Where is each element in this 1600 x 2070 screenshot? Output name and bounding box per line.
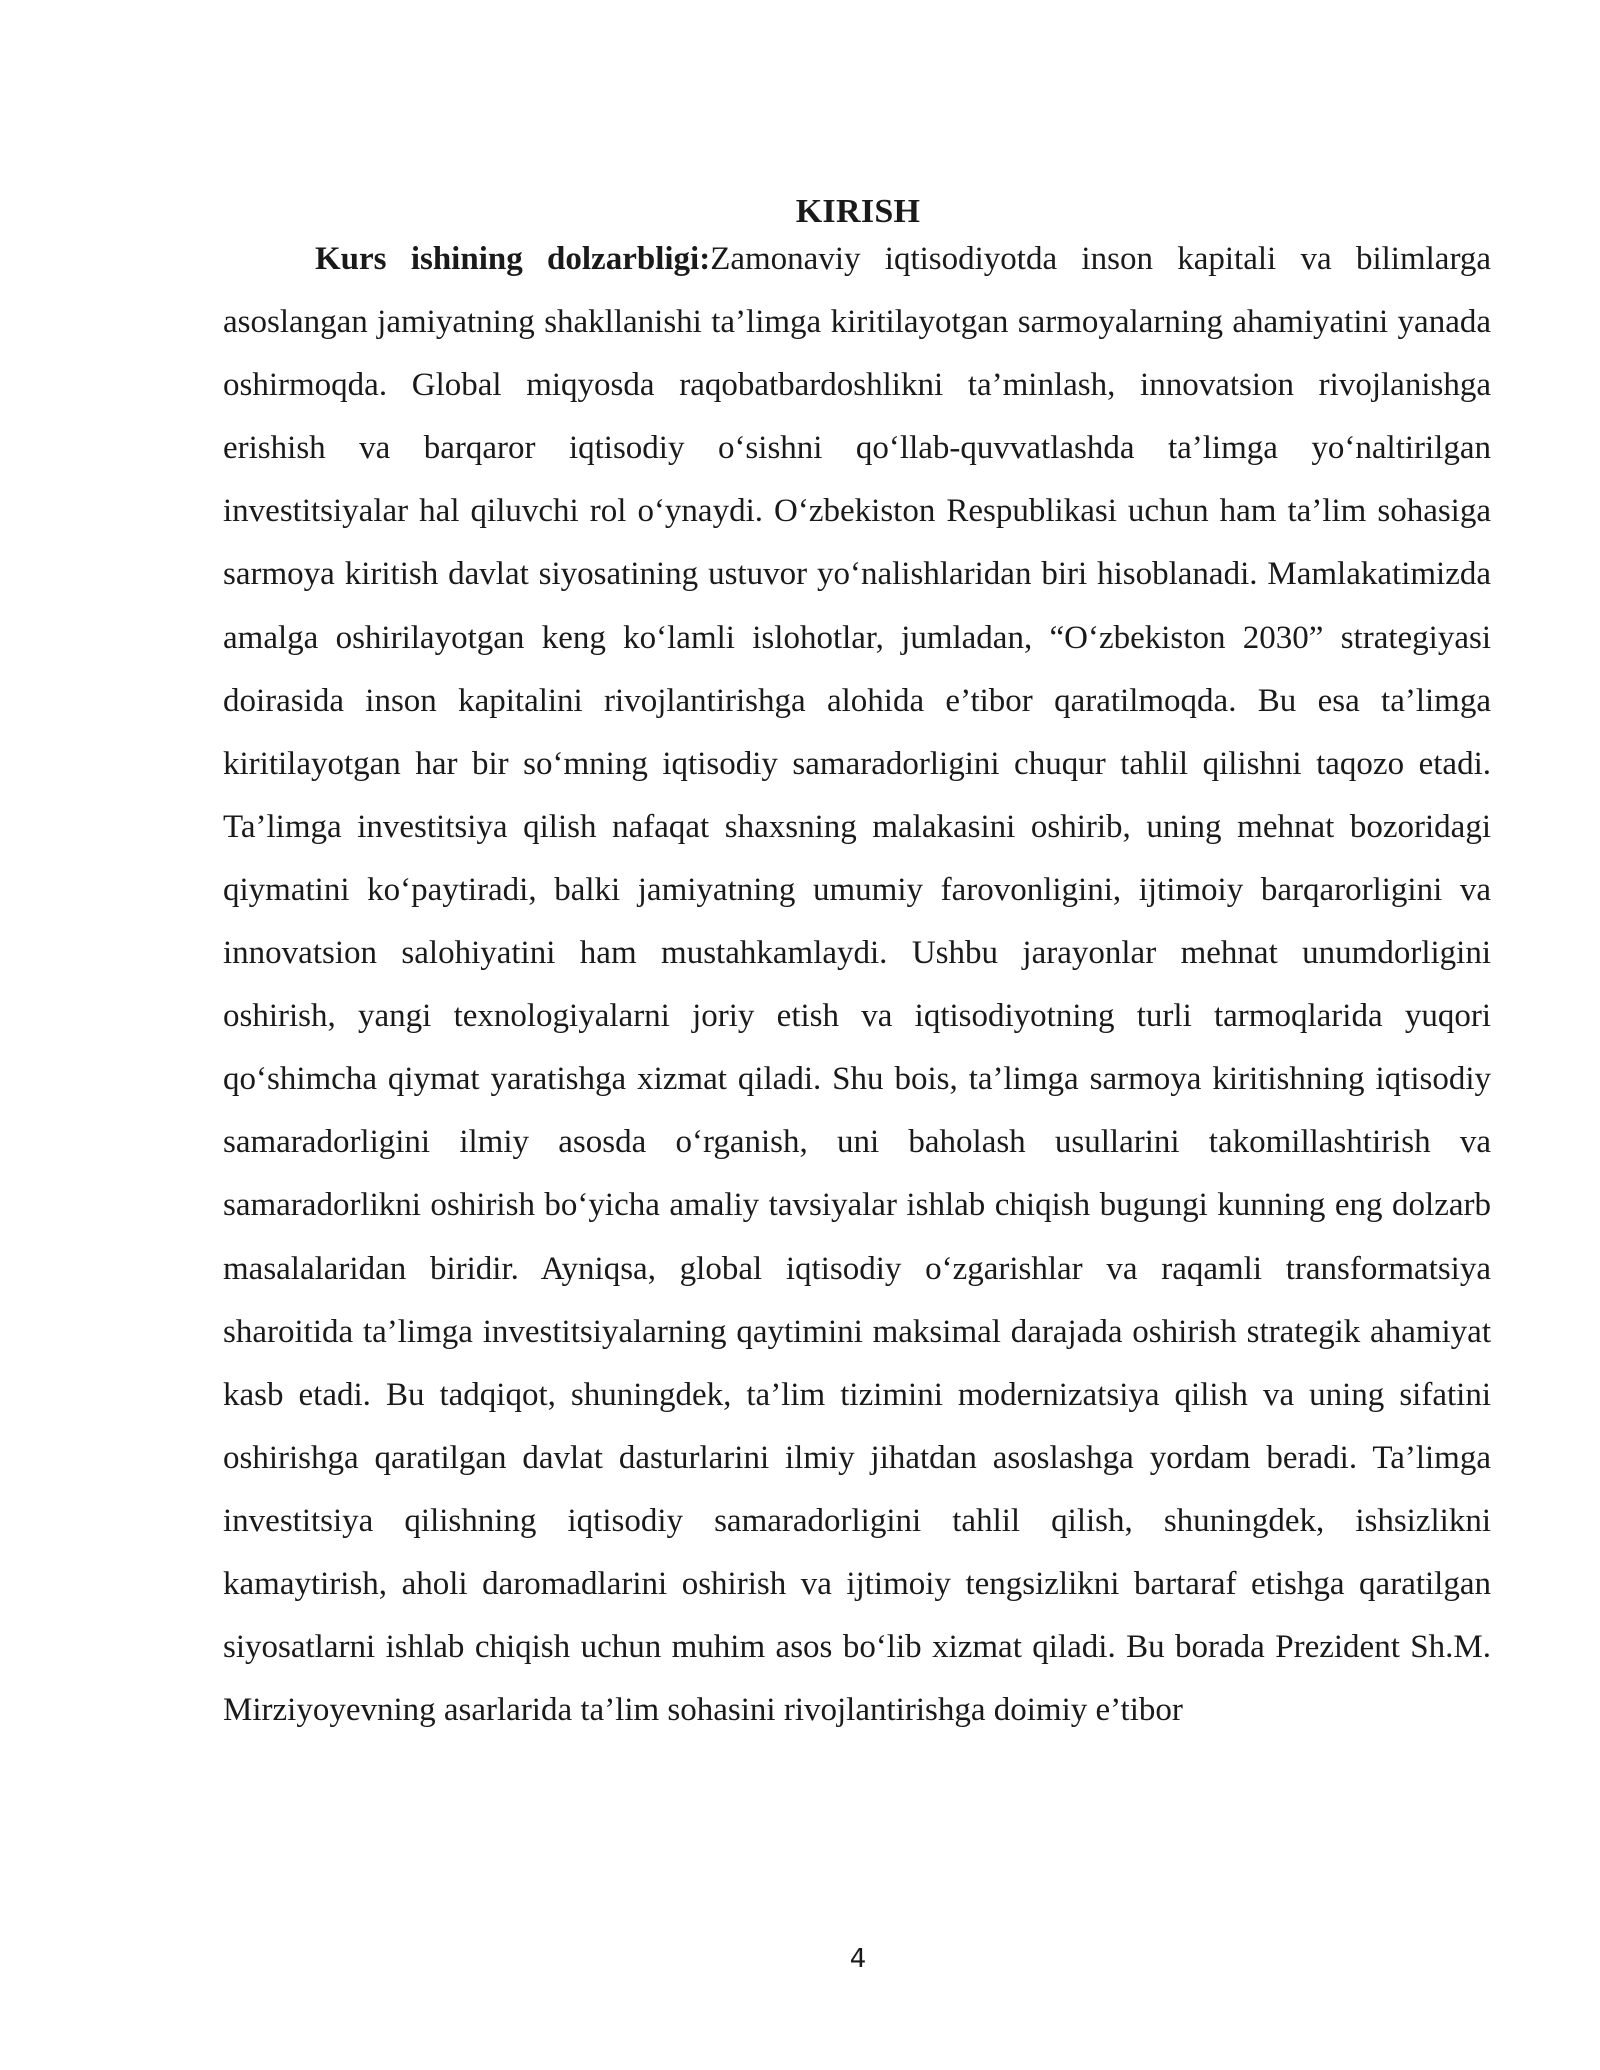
page-number: 4 xyxy=(849,1944,867,1974)
paragraph-lead: Kurs ishining dolzarbligi: xyxy=(315,241,711,277)
paragraph-text: Zamonaviy iqtisodiyotda inson kapitali va bilimlarga asoslangan jamiyatning shakllanishi ta’limga kiritilayotgan sarmoyalarning ahamiyatini yanada oshirmoqda. Global miqyosda raqobatbardoshlikni ta’minlash, innovatsion rivojlanishga erishish va barqaror iqtisodiy o‘sishni qo‘llab-quvvatlashda ta’limga yo‘naltirilgan investitsiyalar hal qiluvchi rol o‘ynaydi. O‘zbekiston Respublikasi uchun ham ta’lim sohasiga sarmoya kiritish davlat siyosatining ustuvor yo‘nalishlaridan biri hisoblanadi. Mamlakatimizda amalga oshirilayotgan keng ko‘lamli islohotlar, jumladan, “O‘zbekiston 2030” strategiyasi doirasida inson kapitalini rivojlantirishga alohida e’tibor qaratilmoqda. Bu esa ta’limga kiritilayotgan har bir so‘mning iqtisodiy samaradorligini chuqur tahlil qilishni taqozo etadi. Ta’limga investitsiya qilish nafaqat shaxsning malakasini oshirib, uning mehnat bozoridagi qiymatini ko‘paytiradi, balki jamiyatning umumiy farovonligini, ijtimoiy barqarorligini va innovatsion salohiyatini ham mustahkamlaydi. Ushbu jarayonlar mehnat unumdorligini oshirish, yangi texnologiyalarni joriy etish va iqtisodiyotning turli tarmoqlarida yuqori qo‘shimcha qiymat yaratishga xizmat qiladi. Shu bois, ta’limga sarmoya kiritishning iqtisodiy samaradorligini ilmiy asosda o‘rganish, uni baholash usullarini takomillashtirish va samaradorlikni oshirish bo‘yicha amaliy tavsiyalar ishlab chiqish bugungi kunning eng dolzarb masalalaridan biridir. Ayniqsa, global iqtisodiy o‘zgarishlar va raqamli transformatsiya sharoitida ta’limga investitsiyalarning qaytimini maksimal darajada oshirish strategik ahamiyat kasb etadi. Bu tadqiqot, shuningdek, ta’lim tizimini modernizatsiya qilish va uning sifatini oshirishga qaratilgan davlat dasturlarini ilmiy jihatdan asoslashga yordam beradi. Ta’limga investitsiya qilishning iqtisodiy samaradorligini tahlil qilish, shuningdek, ishsizlikni kamaytirish, aholi daromadlarini oshirish va ijtimoiy tengsizlikni bartaraf etishga qaratilgan siyosatlarni ishlab chiqish uchun muhim asos bo‘lib xizmat qiladi. Bu borada Prezident Sh.M. Mirziyoyevning asarlarida ta’lim sohasini rivojlantirishga doimiy e’tibor xyxy=(223,241,1491,1729)
body-paragraph xyxy=(223,228,1491,1742)
section-heading: KIRISH xyxy=(795,193,921,230)
